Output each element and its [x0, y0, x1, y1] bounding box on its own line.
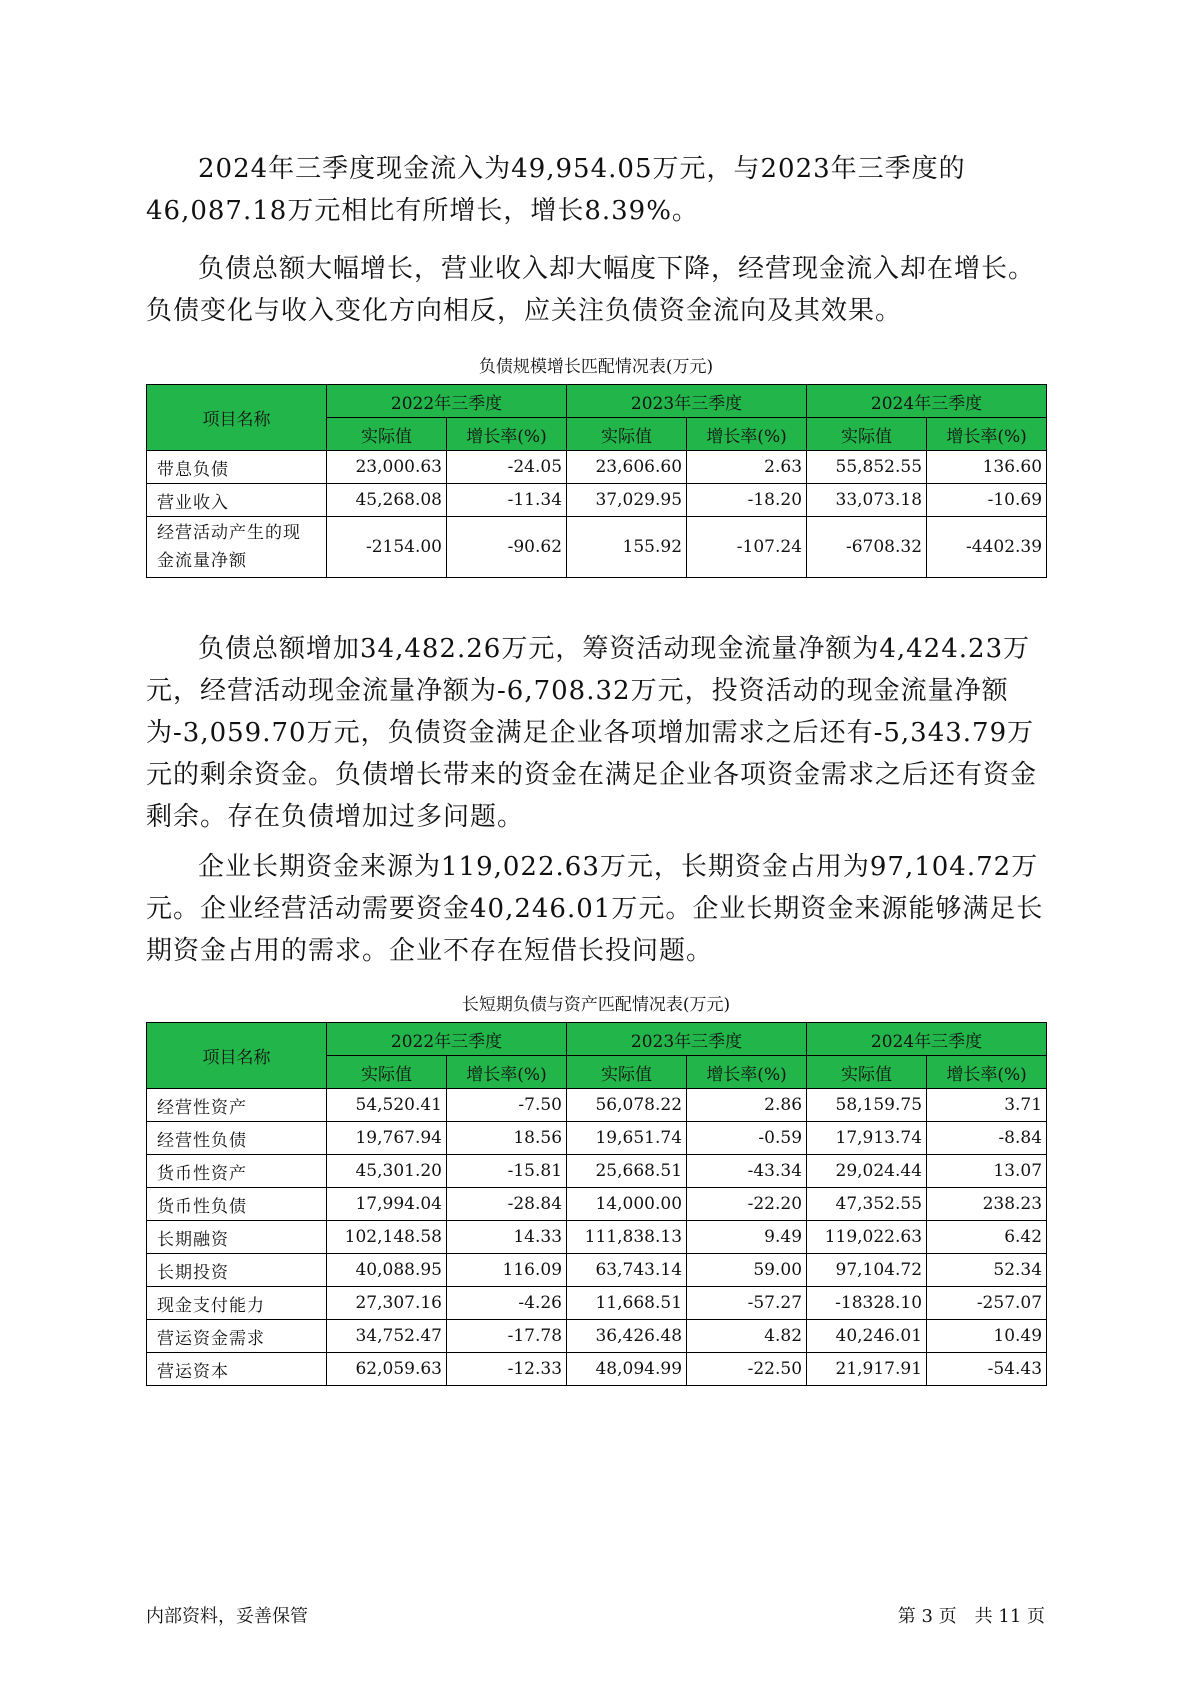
header-growth: 增长率(%) [447, 1056, 567, 1089]
cell-value: 58,159.75 [807, 1089, 927, 1122]
cell-value: 97,104.72 [807, 1254, 927, 1287]
cell-value: 45,268.08 [327, 484, 447, 517]
cell-value: 48,094.99 [567, 1353, 687, 1386]
row-label: 长期融资 [147, 1221, 327, 1254]
table-row [147, 451, 1047, 484]
header-actual: 实际值 [807, 418, 927, 451]
paragraph-long-term-funds: 企业长期资金来源为119,022.63万元，长期资金占用为97,104.72万元。企业经营活动需要资金40,246.01万元。企业长期资金来源能够满足长期资金占用的需求。企业不存在短借长投问题。 [146, 852, 1044, 966]
cell-value: 155.92 [567, 517, 687, 578]
cell-value: -18328.10 [807, 1287, 927, 1320]
row-label: 货币性负债 [147, 1188, 327, 1221]
cell-value: 2.86 [687, 1089, 807, 1122]
cell-value: 10.49 [927, 1320, 1047, 1353]
row-label: 长期投资 [147, 1254, 327, 1287]
cell-value: 17,994.04 [327, 1188, 447, 1221]
cell-value: 4.82 [687, 1320, 807, 1353]
cell-value: 33,073.18 [807, 484, 927, 517]
cell-value: -7.50 [447, 1089, 567, 1122]
cell-value: 3.71 [927, 1089, 1047, 1122]
table-row [147, 1353, 1047, 1386]
cell-value: 54,520.41 [327, 1089, 447, 1122]
table-row [147, 1122, 1047, 1155]
cell-value: 6.42 [927, 1221, 1047, 1254]
cell-value: 56,078.22 [567, 1089, 687, 1122]
cell-value: 17,913.74 [807, 1122, 927, 1155]
cell-value: 40,246.01 [807, 1320, 927, 1353]
paragraph-cash-inflow: 2024年三季度现金流入为49,954.05万元，与2023年三季度的46,087.18万元相比有所增长，增长8.39%。 [146, 154, 966, 226]
cell-value: 119,022.63 [807, 1221, 927, 1254]
paragraph-debt-funds: 负债总额增加34,482.26万元，筹资活动现金流量净额为4,424.23万元，经营活动现金流量净额为-6,708.32万元，投资活动的现金流量净额为-3,059.70万元，负债资金满足企业各项增加需求之后还有-5,343.79万元的剩余资金。负债增长带来的资金在满足企业各项资金需求之后还有资金剩余。存在负债增加过多问题。 [146, 634, 1038, 832]
header-period: 2024年三季度 [807, 1023, 1047, 1056]
cell-value: -2154.00 [327, 517, 447, 578]
header-actual: 实际值 [327, 1056, 447, 1089]
cell-value: -90.62 [447, 517, 567, 578]
header-period: 2024年三季度 [807, 385, 1047, 418]
cell-value: 25,668.51 [567, 1155, 687, 1188]
row-label: 经营性资产 [147, 1089, 327, 1122]
cell-value: 45,301.20 [327, 1155, 447, 1188]
cell-value: -15.81 [447, 1155, 567, 1188]
cell-value: 238.23 [927, 1188, 1047, 1221]
cell-value: 19,767.94 [327, 1122, 447, 1155]
cell-value: -17.78 [447, 1320, 567, 1353]
debt-growth-table [146, 384, 1047, 578]
header-growth: 增长率(%) [927, 1056, 1047, 1089]
cell-value: 29,024.44 [807, 1155, 927, 1188]
header-item-name: 项目名称 [147, 385, 327, 451]
footer-page-number: 第 3 页 共 11 页 [897, 1606, 1045, 1627]
cell-value: 23,606.60 [567, 451, 687, 484]
header-actual: 实际值 [807, 1056, 927, 1089]
cell-value: 55,852.55 [807, 451, 927, 484]
cell-value: 116.09 [447, 1254, 567, 1287]
header-period: 2022年三季度 [327, 1023, 567, 1056]
header-item-name: 项目名称 [147, 1023, 327, 1089]
cell-value: -54.43 [927, 1353, 1047, 1386]
table-row [147, 1188, 1047, 1221]
cell-value: -10.69 [927, 484, 1047, 517]
cell-value: -0.59 [687, 1122, 807, 1155]
cell-value: -22.20 [687, 1188, 807, 1221]
table-row [147, 517, 1047, 578]
cell-value: -22.50 [687, 1353, 807, 1386]
header-actual: 实际值 [567, 418, 687, 451]
cell-value: 136.60 [927, 451, 1047, 484]
cell-value: 14.33 [447, 1221, 567, 1254]
cell-value: 13.07 [927, 1155, 1047, 1188]
table1-caption: 负债规模增长匹配情况表(万元) [478, 357, 714, 377]
cell-value: 40,088.95 [327, 1254, 447, 1287]
cell-value: -24.05 [447, 451, 567, 484]
header-growth: 增长率(%) [927, 418, 1047, 451]
cell-value: 63,743.14 [567, 1254, 687, 1287]
cell-value: 62,059.63 [327, 1353, 447, 1386]
row-label: 现金支付能力 [147, 1287, 327, 1320]
cell-value: 111,838.13 [567, 1221, 687, 1254]
cell-value: -107.24 [687, 517, 807, 578]
cell-value: 102,148.58 [327, 1221, 447, 1254]
cell-value: -12.33 [447, 1353, 567, 1386]
table-row [147, 1155, 1047, 1188]
table-row [147, 1254, 1047, 1287]
row-label: 营运资本 [147, 1353, 327, 1386]
cell-value: 21,917.91 [807, 1353, 927, 1386]
row-label: 经营性负债 [147, 1122, 327, 1155]
cell-value: -4.26 [447, 1287, 567, 1320]
cell-value: -257.07 [927, 1287, 1047, 1320]
cell-value: -28.84 [447, 1188, 567, 1221]
row-label: 货币性资产 [147, 1155, 327, 1188]
cell-value: 36,426.48 [567, 1320, 687, 1353]
cell-value: -43.34 [687, 1155, 807, 1188]
header-period: 2023年三季度 [567, 385, 807, 418]
cell-value: 9.49 [687, 1221, 807, 1254]
cell-value: 19,651.74 [567, 1122, 687, 1155]
row-label [147, 517, 327, 578]
header-growth: 增长率(%) [447, 418, 567, 451]
table-row [147, 1320, 1047, 1353]
cell-value: -18.20 [687, 484, 807, 517]
row-label-line: 经营活动产生的现 [157, 523, 301, 543]
cell-value: -57.27 [687, 1287, 807, 1320]
table2-caption: 长短期负债与资产匹配情况表(万元) [461, 995, 731, 1015]
cell-value: 59.00 [687, 1254, 807, 1287]
cell-value: -4402.39 [927, 517, 1047, 578]
row-label: 营运资金需求 [147, 1320, 327, 1353]
cell-value: 37,029.95 [567, 484, 687, 517]
cell-value: -8.84 [927, 1122, 1047, 1155]
row-label: 营业收入 [147, 484, 327, 517]
cell-value: 34,752.47 [327, 1320, 447, 1353]
header-period: 2022年三季度 [327, 385, 567, 418]
cell-value: 14,000.00 [567, 1188, 687, 1221]
liability-asset-match-table [146, 1022, 1047, 1386]
cell-value: 23,000.63 [327, 451, 447, 484]
header-period: 2023年三季度 [567, 1023, 807, 1056]
paragraph-debt-revenue: 负债总额大幅增长，营业收入却大幅度下降，经营现金流入却在增长。负债变化与收入变化方向相反，应关注负债资金流向及其效果。 [146, 254, 1036, 326]
header-growth: 增长率(%) [687, 1056, 807, 1089]
table-row [147, 1221, 1047, 1254]
row-label: 带息负债 [147, 451, 327, 484]
cell-value: 18.56 [447, 1122, 567, 1155]
cell-value: 52.34 [927, 1254, 1047, 1287]
row-label-line: 金流量净额 [157, 551, 247, 571]
cell-value: 47,352.55 [807, 1188, 927, 1221]
footer-confidential: 内部资料，妥善保管 [146, 1606, 308, 1627]
cell-value: 27,307.16 [327, 1287, 447, 1320]
header-growth: 增长率(%) [687, 418, 807, 451]
table-row [147, 484, 1047, 517]
cell-value: -11.34 [447, 484, 567, 517]
table-row [147, 1287, 1047, 1320]
header-actual: 实际值 [567, 1056, 687, 1089]
cell-value: 2.63 [687, 451, 807, 484]
cell-value: 11,668.51 [567, 1287, 687, 1320]
table-row [147, 1089, 1047, 1122]
header-actual: 实际值 [327, 418, 447, 451]
cell-value: -6708.32 [807, 517, 927, 578]
